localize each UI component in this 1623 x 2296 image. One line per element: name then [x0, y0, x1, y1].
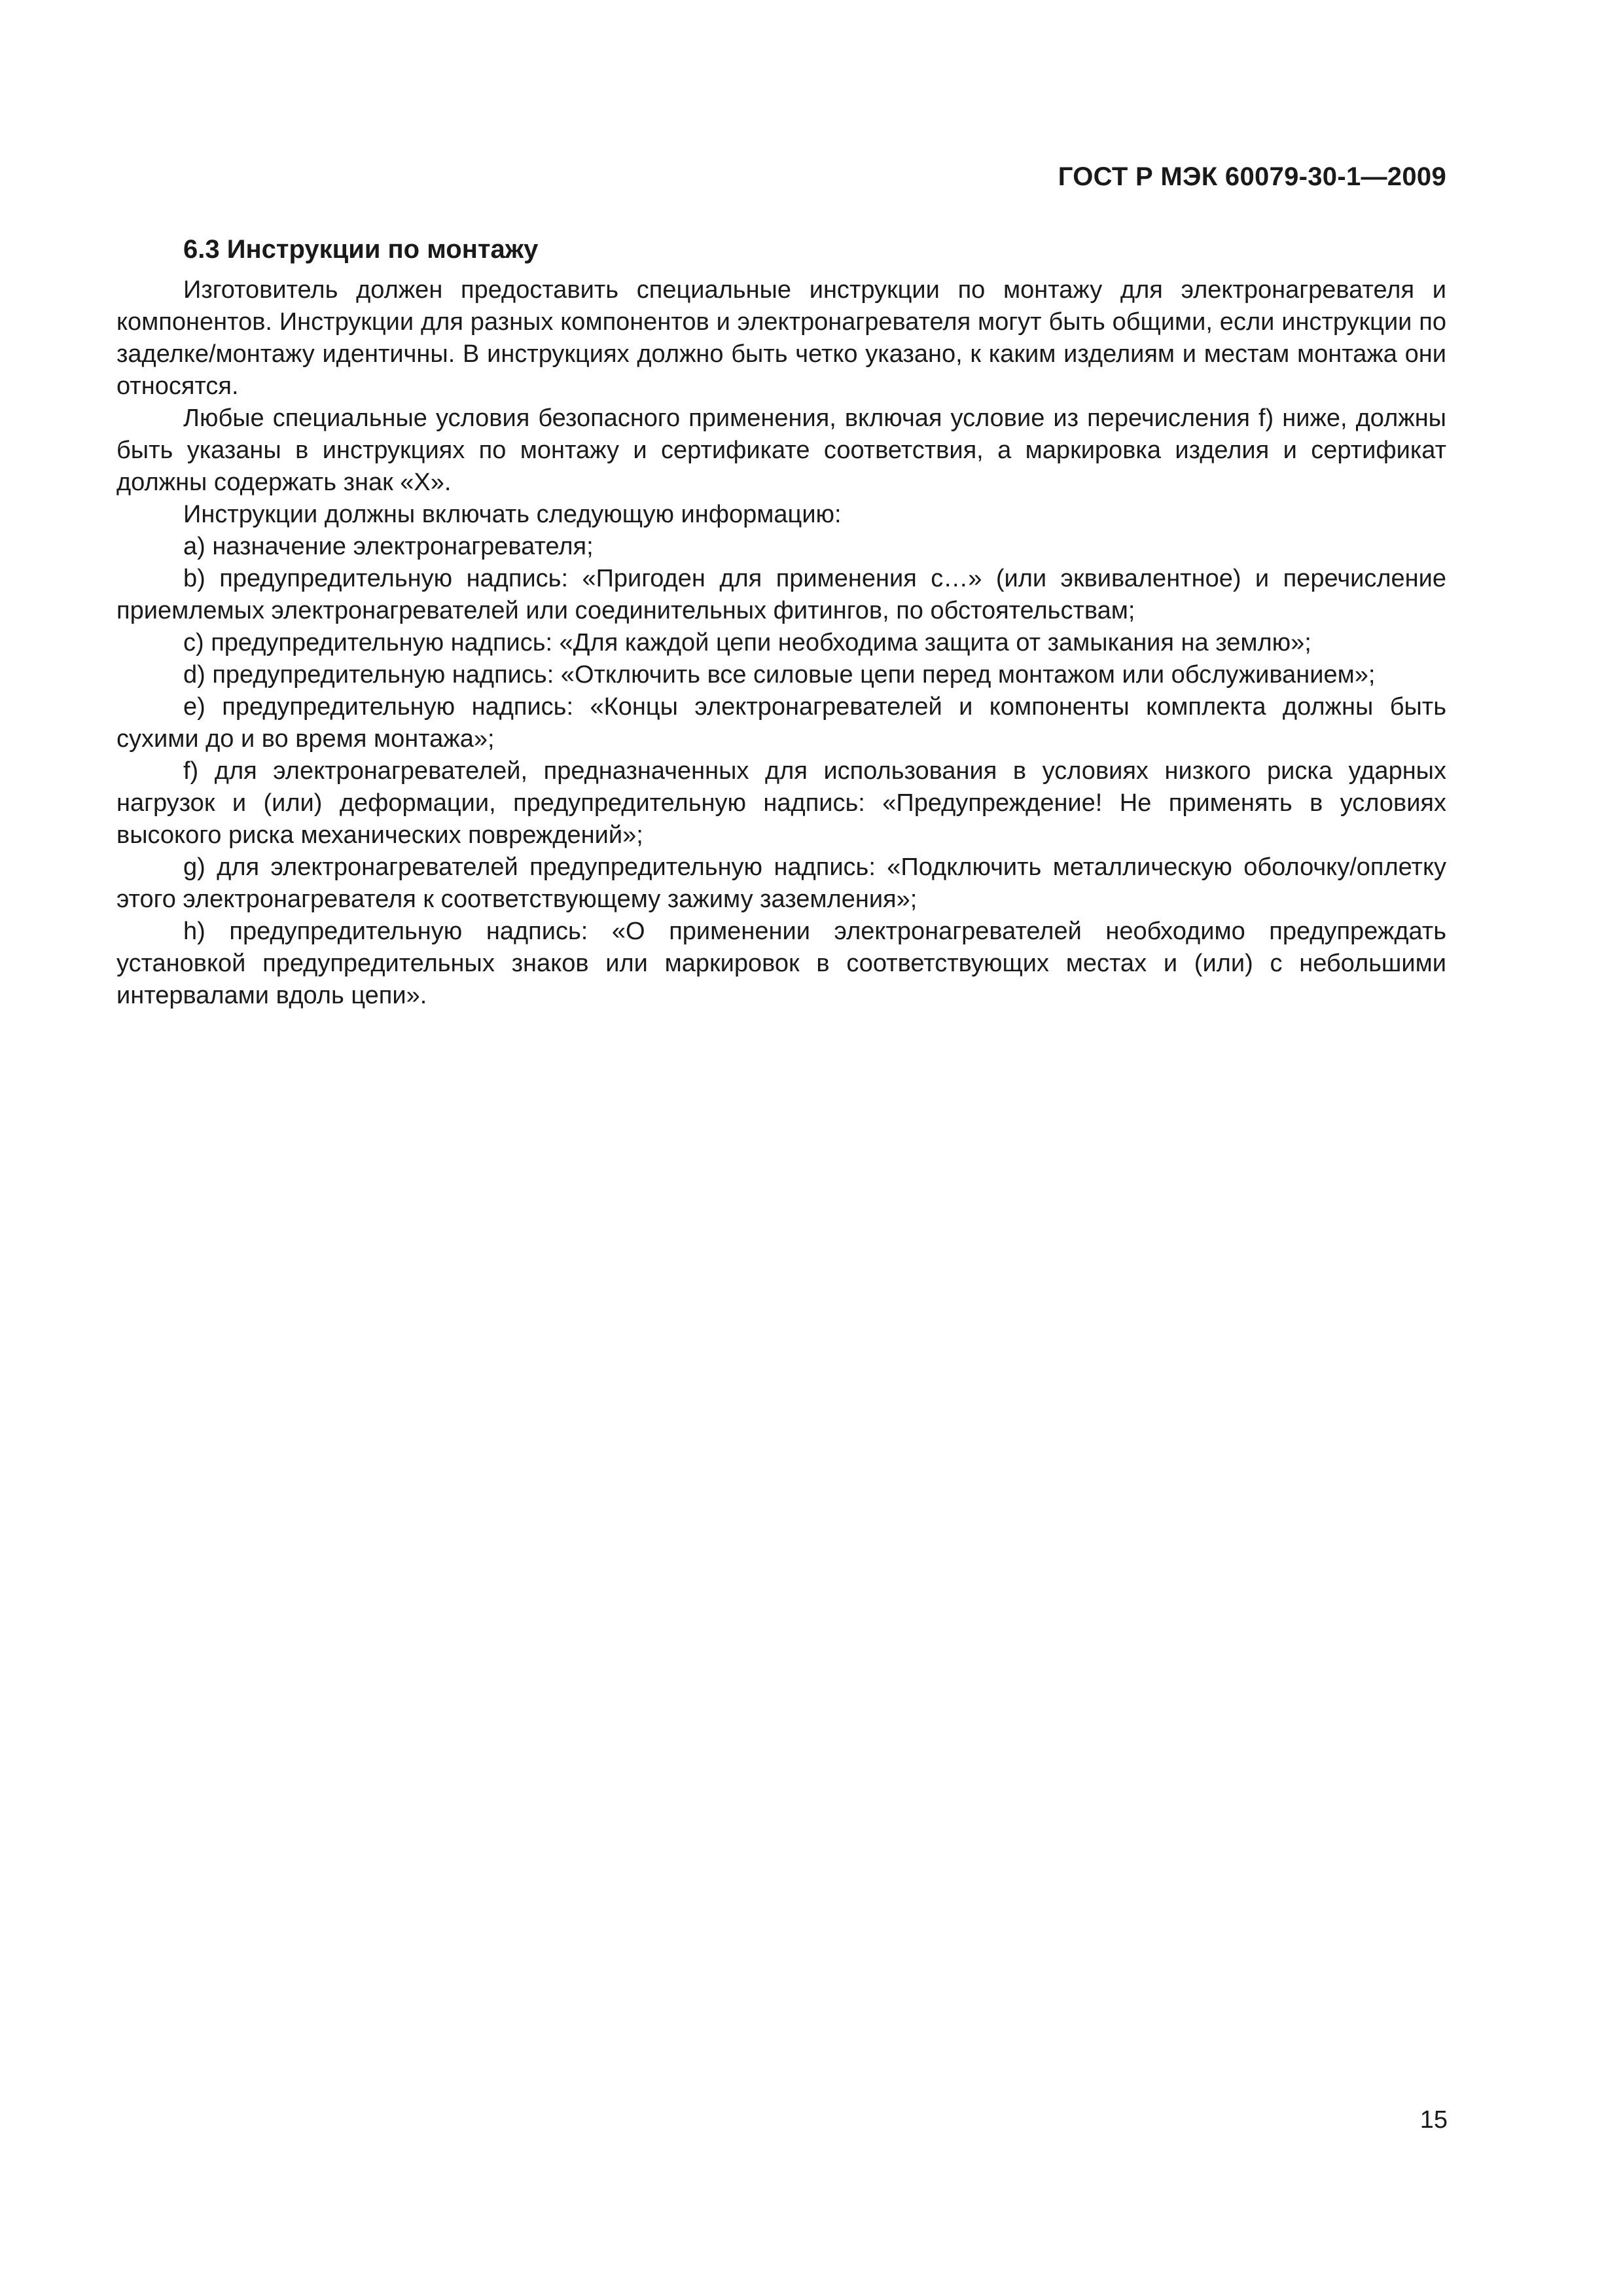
list-item-g: g) для электронагревателей предупредительную надпись: «Подключить металлическую оболочку/оплетку этого электронагревателя к соответствующему зажиму заземления»; — [116, 853, 1446, 913]
document-header: ГОСТ Р МЭК 60079-30-1—2009 — [1058, 162, 1446, 191]
list-item-d: d) предупредительную надпись: «Отключить все силовые цепи перед монтажом или обслуживанием»; — [183, 661, 1376, 689]
list-item-e: e) предупредительную надпись: «Концы электронагревателей и компоненты комплекта должны быть сухими до и во время монтажа»; — [116, 693, 1446, 753]
paragraph: Изготовитель должен предоставить специальные инструкции по монтажу для электронагревателя и компонентов. Инструкции для разных компонентов и электронагревателя могут быть общими, если инструкции по заделке/монтажу идентичны. В инструкциях должно быть четко указано, к каким изделиям и местам монтажа они относятся. — [116, 276, 1446, 400]
paragraph: Любые специальные условия безопасного применения, включая условие из перечисления f) ниже, должны быть указаны в инструкциях по монтажу и сертификате соответствия, а маркировка изделия и сертификат должны содержать знак «X». — [116, 404, 1446, 496]
list-item-c: c) предупредительную надпись: «Для каждой цепи необходима защита от замыкания на землю»; — [183, 629, 1311, 656]
list-item-f: f) для электронагревателей, предназначенных для использования в условиях низкого риска ударных нагрузок и (или) деформации, предупредительную надпись: «Предупреждение! Не применять в условиях высокого риска механических повреждений»; — [116, 757, 1446, 849]
page-number: 15 — [1419, 2106, 1448, 2134]
section-heading: 6.3 Инструкции по монтажу — [183, 235, 539, 264]
list-item-h: h) предупредительную надпись: «О применении электронагревателей необходимо предупреждать установкой предупредительных знаков или маркировок в соответствующих местах и (или) с небольшими интервалами вдоль цепи». — [116, 918, 1446, 1009]
list-item-b: b) предупредительную надпись: «Пригоден для применения с…» (или эквивалентное) и перечисление приемлемых электронагревателей или соединительных фитингов, по обстоятельствам; — [116, 565, 1446, 624]
document-body — [116, 232, 1446, 1012]
list-item-a: a) назначение электронагревателя; — [183, 533, 594, 560]
paragraph: Инструкции должны включать следующую информацию: — [183, 501, 842, 528]
